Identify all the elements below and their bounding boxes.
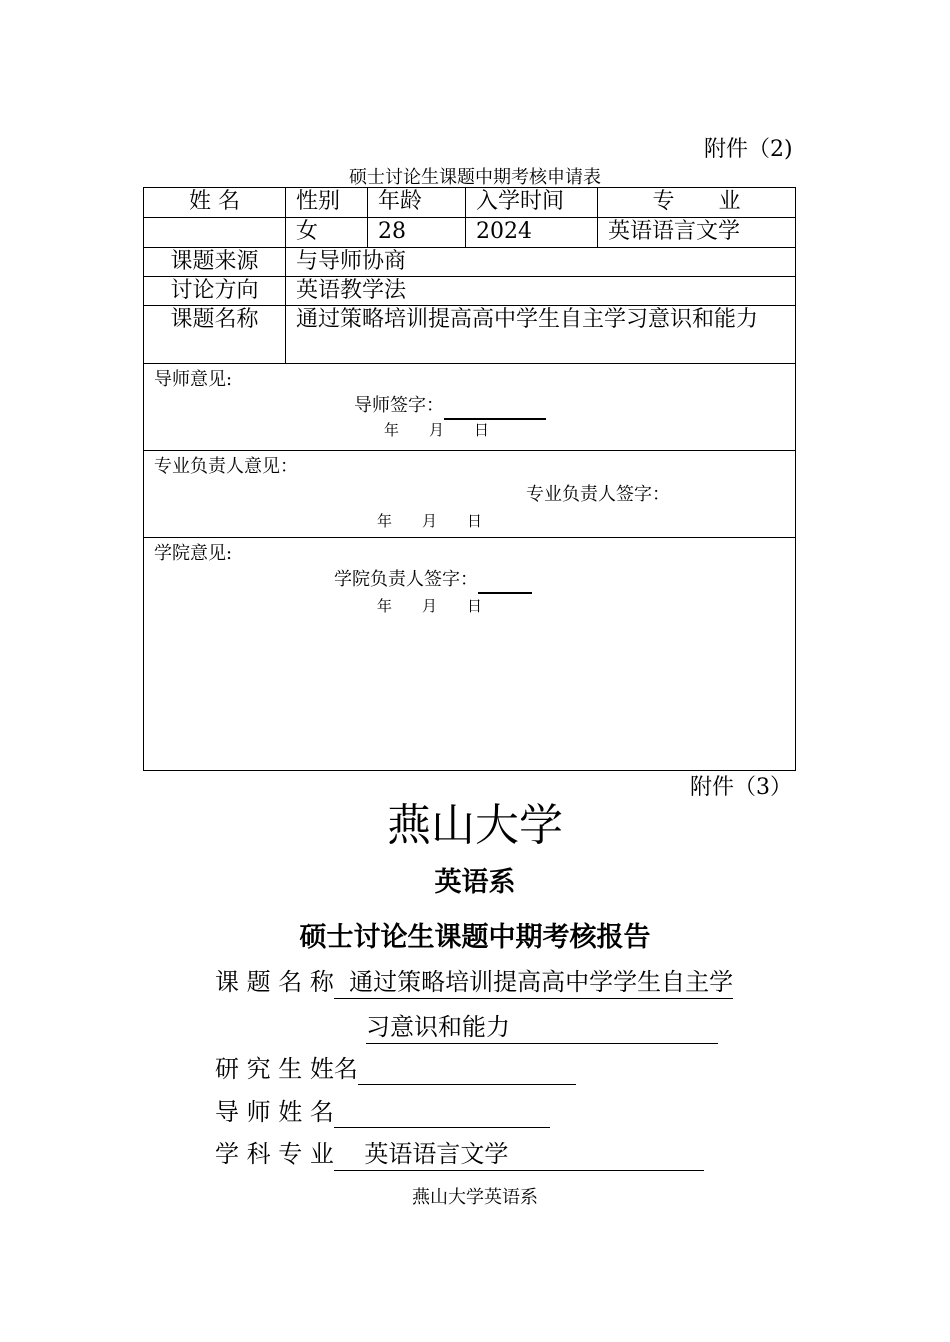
value-name xyxy=(144,218,286,248)
report-title: 硕士讨论生课题中期考核报告 xyxy=(299,922,651,953)
value-gender: 女 xyxy=(286,218,368,248)
attachment-label-2: 附件（2) xyxy=(704,137,793,162)
report-advisor-label: 导 师 姓 名 xyxy=(215,1098,334,1126)
header-enroll-time: 入学时间 xyxy=(466,188,598,218)
footer-department: 燕山大学英语系 xyxy=(412,1187,538,1208)
college-opinion-label: 学院意见: xyxy=(154,543,233,564)
report-topic-row xyxy=(215,966,733,999)
report-major-row xyxy=(215,1138,704,1171)
direction-value: 英语教学法 xyxy=(286,277,796,306)
source-value: 与导师协商 xyxy=(286,248,796,277)
direction-label: 讨论方向 xyxy=(144,277,286,306)
college-sign-label: 学院负责人签字： xyxy=(334,569,478,590)
report-major-label: 学 科 专 业 xyxy=(215,1140,334,1168)
application-form-table xyxy=(143,187,796,771)
report-student-line[interactable] xyxy=(358,1055,576,1085)
report-topic-line2: 习意识和能力 xyxy=(366,1011,718,1044)
header-gender: 性别 xyxy=(286,188,368,218)
value-major: 英语语言文学 xyxy=(598,218,796,248)
header-major: 专 业 xyxy=(598,188,796,218)
topic-label: 课题名称 xyxy=(144,306,286,364)
topic-value: 通过策略培训提高高中学生自主学习意识和能力 xyxy=(286,306,796,364)
report-advisor-line[interactable] xyxy=(334,1098,550,1128)
attachment-label-3: 附件（3） xyxy=(690,775,792,800)
report-student-row xyxy=(215,1053,576,1085)
major-head-opinion-label: 专业负责人意见： xyxy=(154,456,298,477)
source-label: 课题来源 xyxy=(144,248,286,277)
header-name: 姓 名 xyxy=(144,188,286,218)
advisor-sign-line[interactable] xyxy=(444,398,546,420)
advisor-date: 年 月 日 xyxy=(384,421,490,439)
advisor-sign-label: 导师签字： xyxy=(354,395,444,416)
header-age: 年龄 xyxy=(368,188,466,218)
report-topic-line1: 通过策略培训提高高中学学生自主学 xyxy=(334,966,733,999)
major-head-sign-label: 专业负责人签字： xyxy=(526,484,670,505)
report-major-value: 英语语言文学 xyxy=(334,1138,704,1171)
value-enroll-time: 2024 xyxy=(466,218,598,248)
value-age: 28 xyxy=(368,218,466,248)
report-student-label: 研 究 生 姓名 xyxy=(215,1055,358,1083)
department-name: 英语系 xyxy=(434,867,516,898)
college-sign-line[interactable] xyxy=(478,572,532,594)
advisor-opinion-label: 导师意见: xyxy=(154,369,233,390)
college-opinion-section xyxy=(144,538,796,771)
university-name: 燕山大学 xyxy=(387,800,563,851)
advisor-opinion-section xyxy=(144,364,796,451)
college-date: 年 月 日 xyxy=(377,597,483,615)
report-topic-label: 课 题 名 称 xyxy=(215,968,334,996)
report-advisor-row xyxy=(215,1096,550,1128)
major-head-opinion-section xyxy=(144,451,796,538)
major-head-date: 年 月 日 xyxy=(377,512,483,530)
form-title: 硕士讨论生课题中期考核申请表 xyxy=(349,167,601,188)
